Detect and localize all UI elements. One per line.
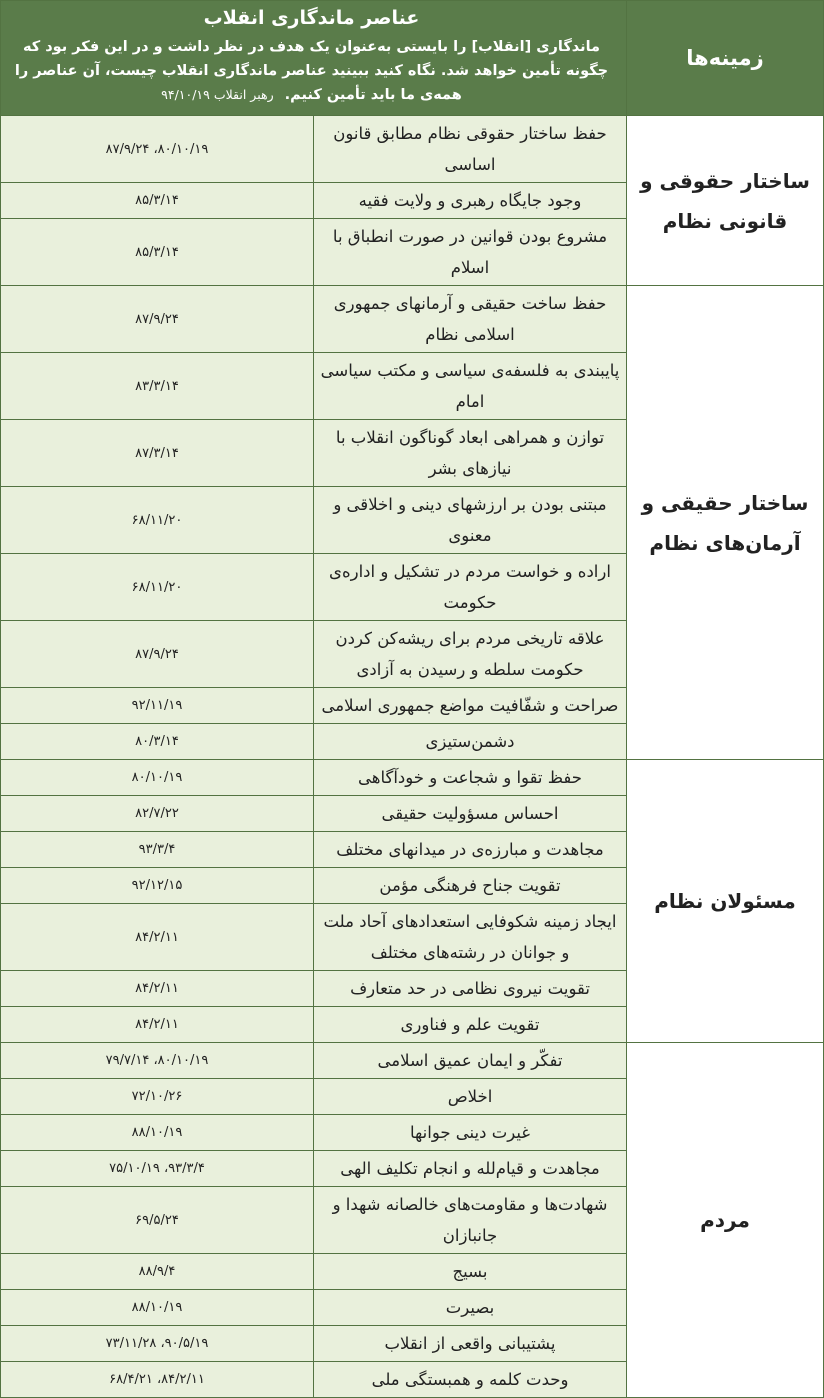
date-cell: ۸۷/۹/۲۴ <box>1 286 314 353</box>
quote-source: رهبر انقلاب ۹۴/۱۰/۱۹ <box>161 87 274 102</box>
date-cell: ۸۵/۳/۱۴ <box>1 219 314 286</box>
category-cell: ساختار حقوقی و قانونی نظام <box>627 116 824 286</box>
date-cell: ۶۸/۱۱/۲۰ <box>1 554 314 621</box>
element-cell: وجود جایگاه رهبری و ولایت فقیه <box>314 183 627 219</box>
date-cell: ۹۲/۱۱/۱۹ <box>1 688 314 724</box>
element-cell: حفظ ساختار حقوقی نظام مطابق قانون اساسی <box>314 116 627 183</box>
date-cell: ۸۸/۹/۴ <box>1 1254 314 1290</box>
table-row <box>1 1043 824 1079</box>
date-cell: ۸۲/۷/۲۲ <box>1 796 314 832</box>
element-cell: بصیرت <box>314 1290 627 1326</box>
date-cell: ۸۰/۳/۱۴ <box>1 724 314 760</box>
element-cell: اخلاص <box>314 1079 627 1115</box>
header-row <box>1 1 824 116</box>
element-cell: تقویت جناح فرهنگی مؤمن <box>314 868 627 904</box>
category-cell: مردم <box>627 1043 824 1398</box>
element-cell: حفظ تقوا و شجاعت و خودآگاهی <box>314 760 627 796</box>
date-cell: ۹۳/۳/۴، ۷۵/۱۰/۱۹ <box>1 1151 314 1187</box>
element-cell: شهادت‌ها و مقاومت‌های خالصانه شهدا و جانبازان <box>314 1187 627 1254</box>
date-cell: ۹۰/۵/۱۹، ۷۳/۱۱/۲۸ <box>1 1326 314 1362</box>
date-cell: ۸۳/۳/۱۴ <box>1 353 314 420</box>
table-row <box>1 116 824 183</box>
element-cell: مبتنی بودن بر ارزشهای دینی و اخلاقی و معنوی <box>314 487 627 554</box>
element-cell: اراده و خواست مردم در تشکیل و اداره‌ی حکومت <box>314 554 627 621</box>
element-cell: علاقه تاریخی مردم برای ریشه‌کن کردن حکومت سلطه و رسیدن به آزادی <box>314 621 627 688</box>
date-cell: ۷۲/۱۰/۲۶ <box>1 1079 314 1115</box>
date-cell: ۹۲/۱۲/۱۵ <box>1 868 314 904</box>
element-cell: توازن و همراهی ابعاد گوناگون انقلاب با نیازهای بشر <box>314 420 627 487</box>
date-cell: ۸۷/۳/۱۴ <box>1 420 314 487</box>
element-cell: پشتیبانی واقعی از انقلاب <box>314 1326 627 1362</box>
date-cell: ۸۷/۹/۲۴ <box>1 621 314 688</box>
date-cell: ۸۰/۱۰/۱۹، ۸۷/۹/۲۴ <box>1 116 314 183</box>
date-cell: ۶۸/۱۱/۲۰ <box>1 487 314 554</box>
category-cell: ساختار حقیقی و آرمان‌های نظام <box>627 286 824 760</box>
element-cell: دشمن‌ستیزی <box>314 724 627 760</box>
element-cell: غیرت دینی جوانها <box>314 1115 627 1151</box>
quote-block <box>11 35 612 107</box>
date-cell: ۸۴/۲/۱۱ <box>1 1007 314 1043</box>
element-cell: پایبندی به فلسفه‌ی سیاسی و مکتب سیاسی امام <box>314 353 627 420</box>
date-cell: ۹۳/۳/۴ <box>1 832 314 868</box>
page-title: عناصر ماندگاری انقلاب <box>203 7 420 29</box>
element-cell: ایجاد زمینه شکوفایی استعدادهای آحاد ملت و جوانان در رشته‌های مختلف <box>314 904 627 971</box>
date-cell: ۸۴/۲/۱۱ <box>1 971 314 1007</box>
quote-text: ماندگاری [انقلاب] را بایستی به‌عنوان یک هدف در نظر داشت و در این فکر بود که چگونه تأمین خواهد شد. نگاه کنید ببینید عناصر ماندگاری انقلاب چیست، آن عناصر را همه‌ی ما باید تأمین کنیم. <box>14 39 609 103</box>
element-cell: مجاهدت و مبارزه‌ی در میدانهای مختلف <box>314 832 627 868</box>
date-cell: ۸۸/۱۰/۱۹ <box>1 1290 314 1326</box>
element-cell: وحدت کلمه و همبستگی ملی <box>314 1362 627 1398</box>
title-block <box>1 1 627 116</box>
table-row <box>1 286 824 353</box>
date-cell: ۸۴/۲/۱۱ <box>1 904 314 971</box>
element-cell: صراحت و شفّافیت مواضع جمهوری اسلامی <box>314 688 627 724</box>
category-column-header: زمینه‌ها <box>627 1 824 116</box>
element-cell: مجاهدت و قیام‌لله و انجام تکلیف الهی <box>314 1151 627 1187</box>
category-cell: مسئولان نظام <box>627 760 824 1043</box>
element-cell: احساس مسؤولیت حقیقی <box>314 796 627 832</box>
date-cell: ۸۰/۱۰/۱۹ <box>1 760 314 796</box>
date-cell: ۸۰/۱۰/۱۹، ۷۹/۷/۱۴ <box>1 1043 314 1079</box>
date-cell: ۸۴/۲/۱۱، ۶۸/۴/۲۱ <box>1 1362 314 1398</box>
date-cell: ۸۸/۱۰/۱۹ <box>1 1115 314 1151</box>
element-cell: مشروع بودن قوانین در صورت انطباق با اسلام <box>314 219 627 286</box>
element-cell: بسیج <box>314 1254 627 1290</box>
date-cell: ۶۹/۵/۲۴ <box>1 1187 314 1254</box>
element-cell: تفکّر و ایمان عمیق اسلامی <box>314 1043 627 1079</box>
date-cell: ۸۵/۳/۱۴ <box>1 183 314 219</box>
table-row <box>1 760 824 796</box>
element-cell: حفظ ساخت حقیقی و آرمانهای جمهوری اسلامی نظام <box>314 286 627 353</box>
element-cell: تقویت نیروی نظامی در حد متعارف <box>314 971 627 1007</box>
element-cell: تقویت علم و فناوری <box>314 1007 627 1043</box>
